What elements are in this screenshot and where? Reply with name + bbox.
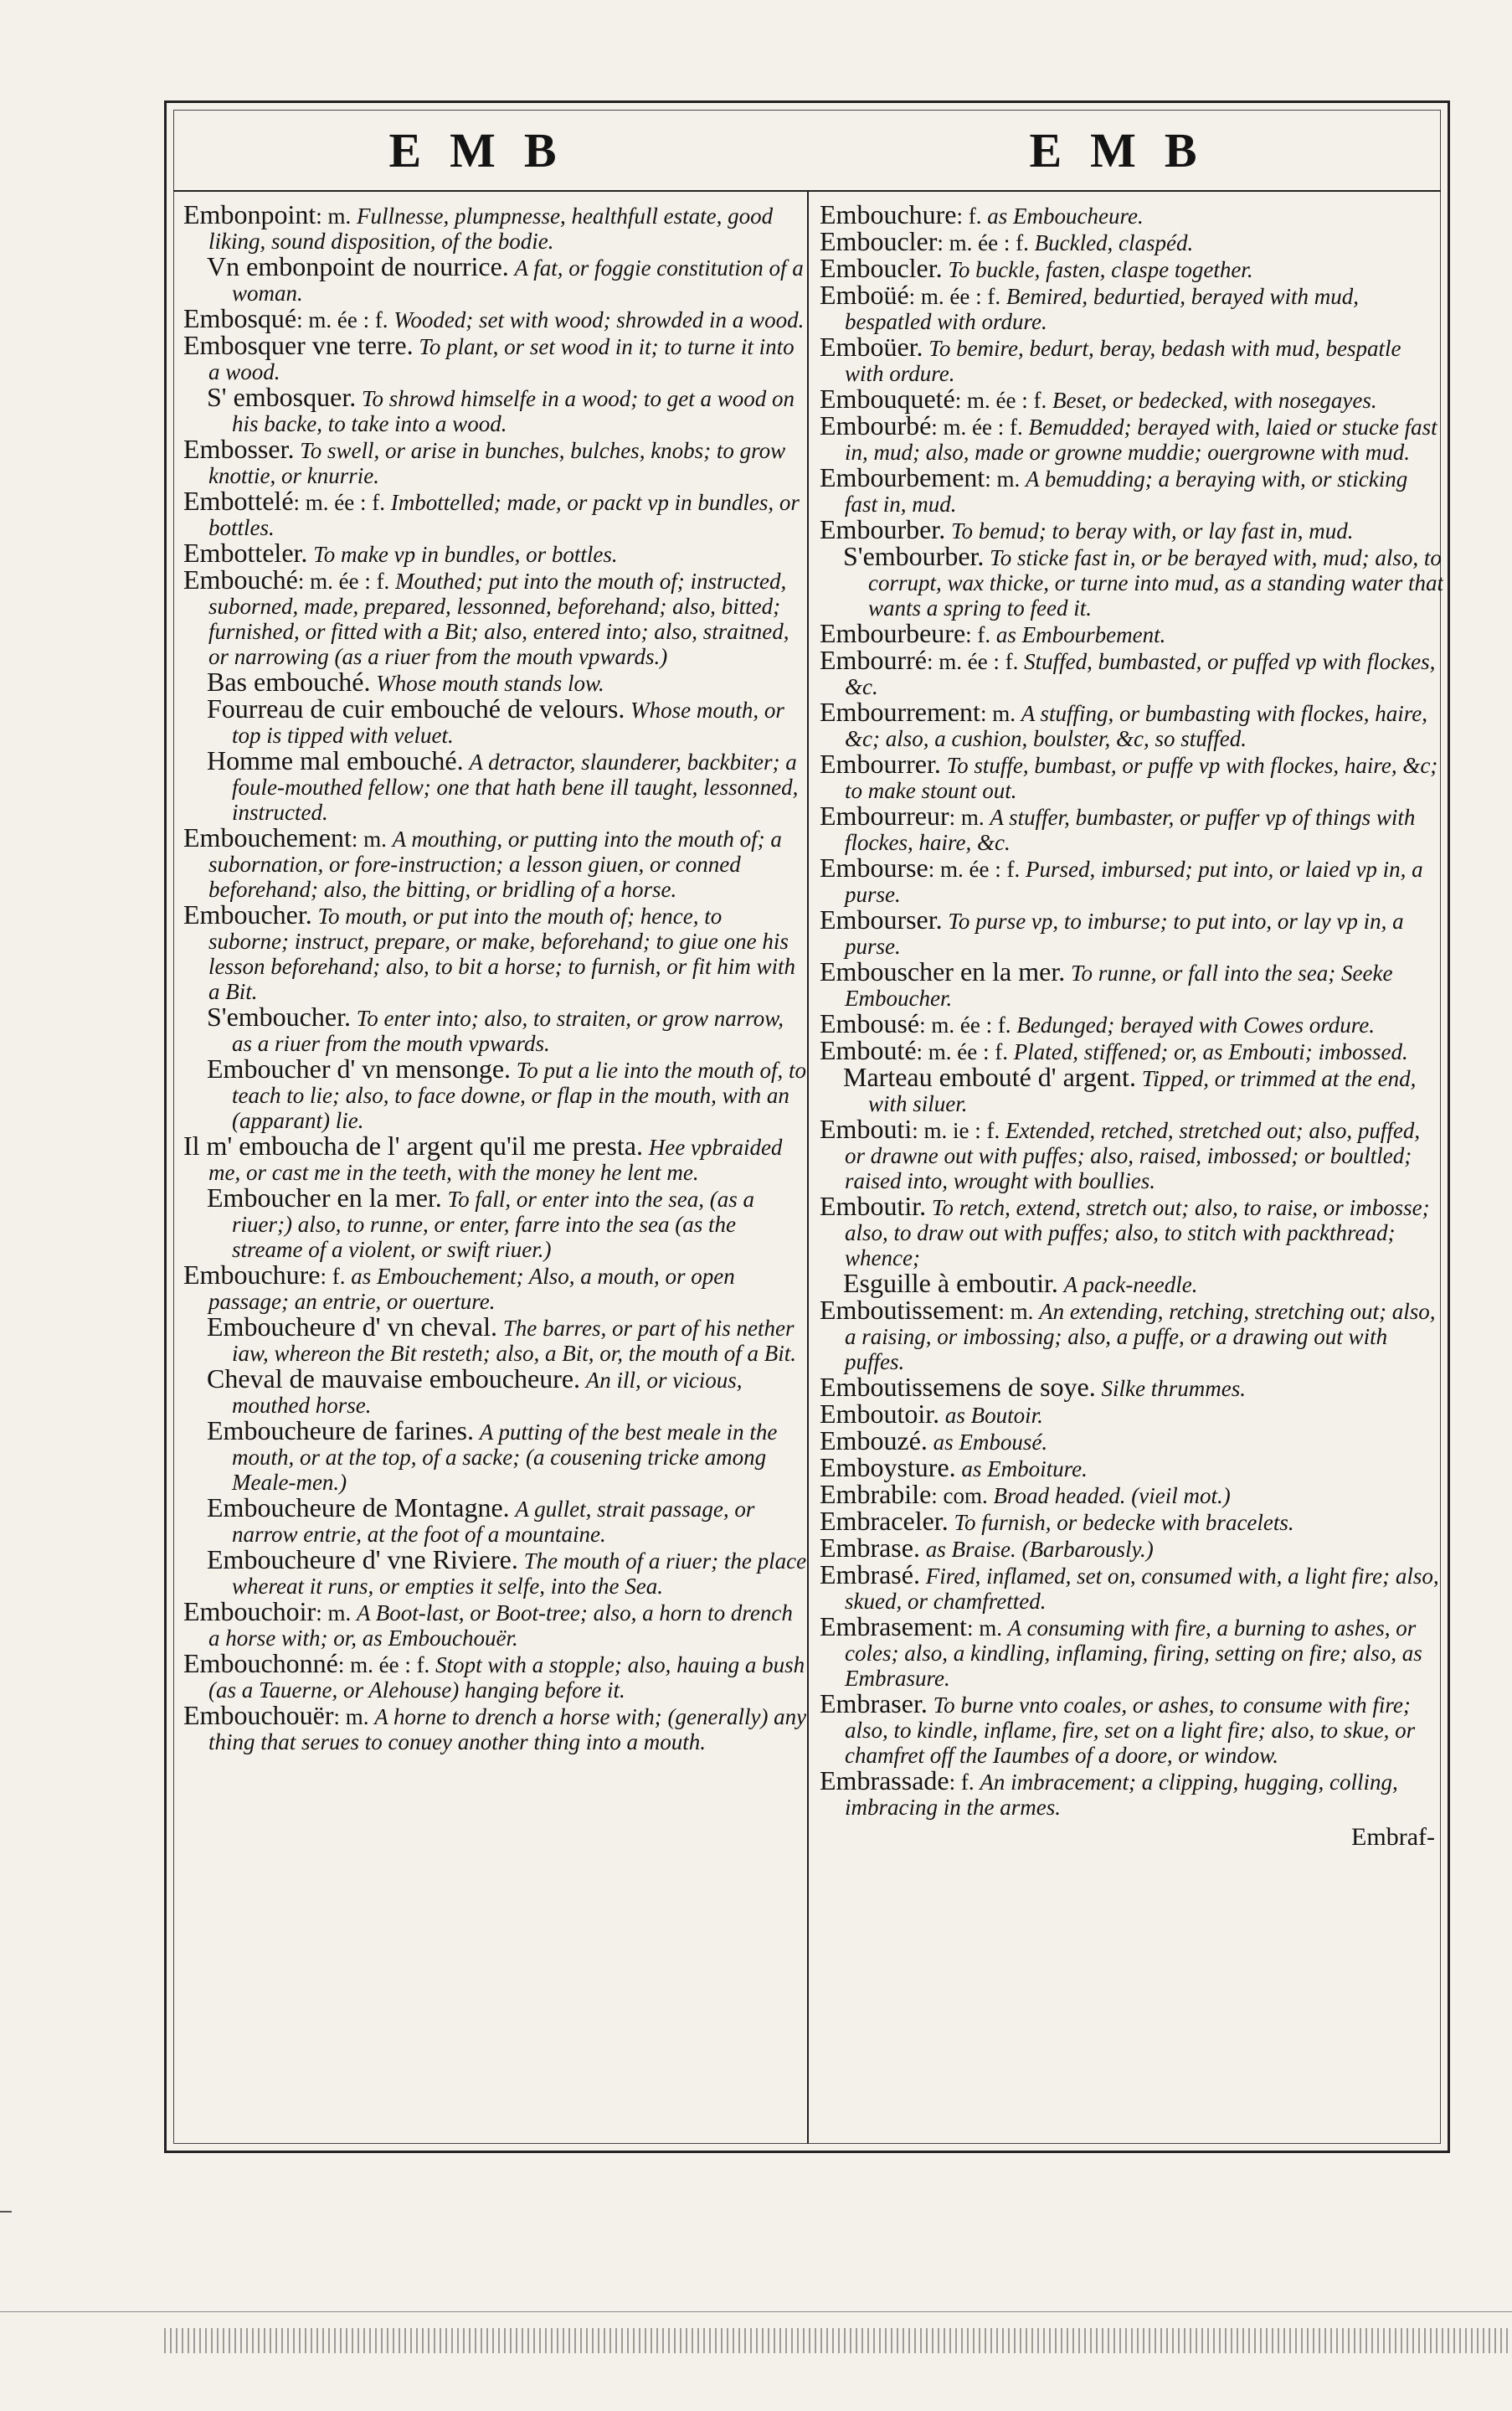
dictionary-entry [183, 899, 807, 1004]
dictionary-entry [820, 904, 1443, 959]
entry-headword: Vn embonpoint de nourrice. [207, 251, 509, 281]
entry-definition: To furnish, or bedecke with bracelets. [954, 1510, 1294, 1535]
entry-definition: To enter into; also, to straiten, or grow narrow, as a riuer from the mouth vpwards. [232, 1006, 784, 1056]
entry-headword: Bas embouché. [207, 667, 371, 697]
entry-definition: Whose mouth stands low. [376, 671, 604, 696]
dictionary-entry [183, 436, 807, 488]
dictionary-entry [820, 855, 1443, 907]
entry-grammar: : f. [949, 1770, 975, 1795]
entry-headword: Embouzé. [820, 1425, 928, 1455]
entry-headword: Embonpoint [183, 202, 316, 229]
dictionary-entry [183, 1415, 807, 1495]
entry-definition: An imbracement; a clipping, hugging, colling, imbracing in the armes. [845, 1770, 1398, 1820]
dictionary-entry [820, 956, 1443, 1011]
entry-definition: To put a lie into the mouth of, to teach to lie; also, to face downe, or flap in the mouth, with an (apparant) lie. [232, 1058, 807, 1133]
dictionary-entry [820, 1508, 1443, 1535]
dictionary-entry [820, 1688, 1443, 1768]
entry-headword: Il m' emboucha de l' argent qu'il me presta. [183, 1131, 643, 1161]
entry-headword: Embouti [820, 1114, 913, 1144]
entry-definition: Bemudded; berayed with, laied or stucke fast in, mud; also, made or growne muddie; ouergrowne with mud. [845, 415, 1437, 465]
entry-definition: A Boot-last, or Boot-tree; also, a horn to drench a horse with; or, as Embouchouër. [208, 1600, 793, 1651]
entry-headword: Embourbeure [820, 618, 966, 648]
entry-definition: Extended, retched, stretched out; also, puffed, or drawne out with puffes; also, raised, imbossed; or boultled; raised into, wrought with boullies. [845, 1118, 1421, 1193]
running-head-left: EMB [388, 122, 585, 178]
entry-definition: Silke thrummes. [1101, 1376, 1246, 1401]
dictionary-entry [183, 1648, 807, 1703]
entry-definition: To swell, or arise in bunches, bulches, knobs; to grow knottie, or knurrie. [208, 438, 786, 488]
entry-headword: Embrassade [820, 1765, 949, 1795]
entry-headword: Emboucheure d' vn cheval. [207, 1311, 497, 1342]
entry-grammar: : m. ée : f. [297, 569, 390, 594]
entry-headword: Embourrement [820, 697, 980, 727]
entry-definition: as Embousé. [933, 1430, 1048, 1455]
dictionary-entry [820, 1116, 1443, 1193]
entry-definition: Stopt with a stopple; also, hauing a bush (as a Tauerne, or Alehouse) hanging before it. [208, 1652, 805, 1703]
entry-definition: Whose mouth, or top is tipped with veluet. [232, 698, 784, 748]
entry-headword: Embrase. [820, 1533, 920, 1563]
entry-headword: Embrasé. [820, 1559, 920, 1589]
entry-grammar: : m. [980, 701, 1016, 726]
dictionary-entry [183, 384, 807, 436]
scan-mark [0, 2211, 12, 2213]
entry-definition: as Braise. (Barbarously.) [925, 1537, 1154, 1562]
entry-headword: Homme mal embouché. [207, 745, 464, 775]
dictionary-entry [820, 410, 1443, 465]
entry-grammar: : m. [985, 466, 1021, 492]
entry-headword: Embrasement [820, 1611, 967, 1641]
entry-headword: Embourbé [820, 410, 932, 440]
entry-grammar: : m. ée : f. [296, 307, 388, 332]
entry-grammar: : m. ée : f. [293, 490, 385, 515]
dictionary-entry [183, 488, 807, 540]
entry-definition: To retch, extend, stretch out; also, to raise, or imbosse; also, to draw out with puffes; also, to stitch with packthread; whence; [845, 1195, 1430, 1270]
entry-headword: Emboutoir. [820, 1399, 940, 1429]
entry-headword: Emboysture. [820, 1452, 956, 1482]
entry-definition: A putting of the best meale in the mouth, or at the top, of a sacke; (a cousening tricke among Meale-men.) [232, 1419, 778, 1495]
entry-definition: To mouth, or put into the mouth of; hence, to suborne; instruct, prepare, or make, beforehand; to giue one his lesson beforehand; also, to bit a horse; to furnish, or fit him with a Bit. [208, 904, 796, 1004]
dictionary-entry [183, 1182, 807, 1262]
dictionary-entry [820, 1452, 1443, 1482]
entry-definition: Tipped, or trimmed at the end, with siluer. [868, 1066, 1417, 1116]
entry-headword: Emboucher en la mer. [207, 1182, 442, 1213]
entry-grammar: : m. ée : f. [937, 230, 1029, 255]
entry-headword: Embourbement [820, 462, 985, 492]
dictionary-entry [183, 1133, 807, 1185]
entry-headword: Embotteler. [183, 538, 308, 568]
dictionary-entry [820, 334, 1443, 386]
catchword: Embraf- [1351, 1823, 1435, 1851]
entry-definition: To stuffe, bumbast, or puffe vp with flockes, haire, &c; to make stount out. [845, 753, 1438, 803]
entry-definition: To plant, or set wood in it; to turne it into a wood. [208, 334, 795, 384]
entry-headword: Marteau embouté d' argent. [843, 1062, 1136, 1092]
entry-definition: A stuffing, or bumbasting with flockes, haire, &c; also, a cushion, boulster, &c, so stuffed. [845, 701, 1427, 751]
dictionary-entry [820, 1064, 1443, 1116]
entry-headword: Embrabile [820, 1479, 932, 1509]
entry-grammar: : m. [333, 1704, 369, 1729]
entry-grammar: : f. [320, 1264, 346, 1289]
entry-grammar: : com. [931, 1483, 988, 1508]
entry-headword: Esguille à emboutir. [843, 1268, 1058, 1298]
dictionary-entry [820, 226, 1443, 256]
entry-headword: Embraceler. [820, 1506, 949, 1536]
entry-definition: An extending, retching, stretching out; also, a raising, or imbossing; also, a puffe, or a drawing out with puffes. [845, 1299, 1436, 1374]
dictionary-entry [820, 514, 1443, 544]
entry-definition: A horne to drench a horse with; (generally) any thing that serues to conuey another thing into a mouth. [208, 1704, 807, 1754]
entry-headword: Embosser. [183, 434, 295, 464]
dictionary-entry [820, 1008, 1443, 1038]
dictionary-entry [183, 1492, 807, 1547]
dictionary-entry [820, 803, 1443, 855]
entry-definition: A gullet, strait passage, or narrow entrie, at the foot of a mountaine. [232, 1497, 755, 1547]
page-frame [164, 100, 1450, 2153]
entry-definition: as Boutoir. [944, 1403, 1043, 1428]
entry-definition: Beset, or bedecked, with nosegayes. [1052, 388, 1377, 413]
entry-grammar: : f. [965, 622, 991, 647]
entry-headword: Cheval de mauvaise emboucheure. [207, 1363, 581, 1394]
entry-definition: as Emboucheure. [987, 203, 1144, 229]
entry-definition: Fullnesse, plumpnesse, healthfull estate, good liking, sound disposition, of the bodie. [208, 203, 774, 254]
entry-headword: Emboüer. [820, 332, 923, 362]
entry-definition: A bemudding; a beraying with, or sticking fast in, mud. [845, 466, 1408, 517]
dictionary-entry [820, 1765, 1443, 1820]
dictionary-entry [183, 745, 807, 825]
entry-definition: To bemud; to beray with, or lay fast in, mud. [950, 518, 1354, 544]
entry-headword: Emboucher d' vn mensonge. [207, 1054, 512, 1084]
dictionary-entry [183, 303, 807, 333]
entry-headword: Embraser. [820, 1688, 928, 1718]
entry-definition: Pursed, imbursed; put into, or laied vp in, a purse. [845, 857, 1423, 907]
entry-headword: Embouté [820, 1035, 917, 1065]
entry-definition: Mouthed; put into the mouth of; instructed, suborned, made, prepared, lessonned, beforehand; also, bitted; furnished, or fitted with a Bit; also, entered into; also, straitned, or narrowing (as a riuer from the mouth vpwards.) [208, 569, 789, 669]
entry-headword: Emboucheure d' vne Riviere. [207, 1544, 518, 1574]
left-column [183, 202, 807, 2134]
entry-definition: A pack-needle. [1063, 1272, 1198, 1297]
entry-headword: Embourreur [820, 801, 949, 831]
entry-headword: Fourreau de cuir embouché de velours. [207, 693, 625, 724]
dictionary-entry [820, 1401, 1443, 1428]
entry-grammar: : f. [956, 203, 982, 229]
entry-definition: To runne, or fall into the sea; Seeke Emboucher. [845, 961, 1393, 1011]
entry-definition: A mouthing, or putting into the mouth of; a subornation, or fore-instruction; a lesson giuen, or conned beforehand; also, the bitting, or bridling of a horse. [208, 827, 782, 902]
entry-definition: Broad headed. (vieil mot.) [993, 1483, 1231, 1508]
entry-grammar: : m. ée : f. [931, 415, 1023, 440]
entry-definition: A fat, or foggie constitution of a woman. [232, 255, 804, 306]
dictionary-entry [183, 669, 807, 696]
entry-definition: as Embourbement. [995, 622, 1166, 647]
dictionary-entry [183, 1262, 807, 1314]
dictionary-entry [820, 462, 1443, 517]
entry-headword: Emboutissement [820, 1295, 999, 1325]
entry-headword: Embourber. [820, 514, 946, 544]
entry-definition: To burne vnto coales, or ashes, to consume with fire; also, to kindle, inflame, fire, set on a light fire; also, to skue, or chamfret off the Iaumbes of a doore, or window. [845, 1692, 1416, 1768]
entry-grammar: : m. [351, 827, 387, 852]
dictionary-entry [820, 386, 1443, 413]
entry-definition: Bedunged; berayed with Cowes ordure. [1016, 1012, 1375, 1038]
entry-headword: Emboucheure de farines. [207, 1415, 474, 1445]
entry-grammar: : m. ée : f. [908, 284, 1001, 309]
dictionary-entry [820, 1425, 1443, 1455]
entry-headword: S' embosquer. [207, 382, 357, 412]
entry-definition: To sticke fast in, or be berayed with, mud; also, to corrupt, wax thicke, or turne into mud, as a standing water that wants a spring to feed it. [868, 545, 1443, 621]
entry-definition: Imbottelled; made, or packt vp in bundles, or bottles. [208, 490, 800, 540]
dictionary-entry [183, 1544, 807, 1599]
dictionary-entry [183, 1700, 807, 1754]
dictionary-entry [820, 1193, 1443, 1270]
entry-headword: Embousé [820, 1008, 920, 1038]
entry-headword: Embourse [820, 853, 928, 883]
dictionary-entry [820, 647, 1443, 699]
dictionary-entry [820, 699, 1443, 751]
entry-headword: Embouchure [820, 202, 957, 229]
entry-definition: A consuming with fire, a burning to ashes, or coles; also, a kindling, inflaming, firing, setting on fire; also, as Embrasure. [845, 1615, 1422, 1691]
dictionary-entry [183, 1004, 807, 1056]
entry-headword: Embottelé [183, 486, 294, 516]
dictionary-entry [820, 541, 1443, 621]
entry-definition: A detractor, slaunderer, backbiter; a foule-mouthed fellow; one that hath bene ill taught, lessonned, instructed. [232, 750, 799, 825]
column-divider [807, 190, 809, 2144]
entry-headword: S'embourber. [843, 541, 985, 571]
entry-headword: Embourré [820, 645, 927, 675]
entry-definition: To bemire, bedurt, beray, bedash with mud, bespatle with ordure. [845, 336, 1401, 386]
entry-grammar: : m. ée : f. [919, 1012, 1011, 1038]
entry-headword: Embouscher en la mer. [820, 956, 1066, 987]
dictionary-entry [820, 1270, 1443, 1297]
entry-headword: Embouchement [183, 822, 352, 853]
entry-headword: Emboutissemens de soye. [820, 1372, 1096, 1402]
entry-definition: as Embouchement; Also, a mouth, or open passage; an entrie, or ouerture. [208, 1264, 735, 1314]
dictionary-entry [820, 1297, 1443, 1374]
running-head-right: EMB [1029, 122, 1226, 178]
entry-definition: The mouth of a riuer; the place whereat it runs, or empties it selfe, into the Sea. [232, 1548, 807, 1599]
entry-definition: Hee vpbraided me, or cast me in the teeth, with the money he lent me. [208, 1135, 783, 1185]
dictionary-entry [183, 332, 807, 384]
entry-grammar: : m. ée : f. [928, 857, 1021, 882]
dictionary-entry [820, 618, 1443, 648]
right-column [820, 202, 1443, 2134]
entry-headword: Emboucheure de Montagne. [207, 1492, 510, 1522]
entry-definition: Bemired, bedurtied, berayed with mud, bespatled with ordure. [845, 284, 1360, 334]
entry-definition: Buckled, claspéd. [1034, 230, 1194, 255]
entry-definition: Wooded; set with wood; shrowded in a wood. [393, 307, 805, 332]
entry-headword: Embouqueté [820, 384, 955, 414]
entry-headword: Embouchure [183, 1260, 321, 1290]
dictionary-entry [183, 1056, 807, 1133]
entry-grammar: : m. ée : f. [926, 649, 1019, 674]
scan-edge-bars [164, 2328, 1512, 2353]
entry-definition: To purse vp, to imburse; to put into, or lay vp in, a purse. [845, 909, 1404, 959]
dictionary-entry [183, 693, 807, 748]
entry-definition: To make vp in bundles, or bottles. [313, 542, 618, 567]
entry-headword: Embouché [183, 564, 298, 595]
entry-headword: Embosqué [183, 303, 297, 333]
entry-headword: Embouchoir [183, 1596, 316, 1626]
dictionary-entry [183, 202, 807, 254]
dictionary-entry [183, 1311, 807, 1366]
entry-definition: Stuffed, bumbasted, or puffed vp with flockes, &c. [845, 649, 1436, 699]
entry-definition: An ill, or vicious, mouthed horse. [232, 1368, 743, 1418]
entry-headword: Emboucher. [183, 899, 312, 930]
entry-grammar: : m. [316, 203, 352, 229]
dictionary-entry [820, 1559, 1443, 1614]
entry-headword: Embouchonné [183, 1648, 338, 1678]
entry-headword: Emboutir. [820, 1191, 927, 1221]
entry-definition: as Emboiture. [961, 1456, 1088, 1481]
entry-grammar: : m. ée : f. [954, 388, 1047, 413]
entry-definition: To shrowd himselfe in a wood; to get a wood on his backe, to take into a wood. [232, 386, 795, 436]
entry-headword: Embosquer vne terre. [183, 330, 414, 360]
entry-definition: Fired, inflamed, set on, consumed with, a light fire; also, skued, or chamfretted. [845, 1564, 1439, 1614]
entry-headword: Embourser. [820, 904, 943, 935]
dictionary-entry [183, 1363, 807, 1418]
entry-definition: Plated, stiffened; or, as Embouti; imbossed. [1013, 1039, 1408, 1064]
entry-grammar: : m. [949, 805, 985, 830]
entry-definition: To buckle, fasten, claspe together. [948, 257, 1253, 282]
dictionary-entry [820, 1535, 1443, 1562]
entry-grammar: : m. ie : f. [912, 1118, 1000, 1143]
entry-grammar: : m. ée : f. [916, 1039, 1008, 1064]
entry-headword: Emboüé [820, 280, 909, 310]
entry-headword: Embouchouër [183, 1700, 334, 1730]
dictionary-entry [183, 540, 807, 567]
entry-definition: The barres, or part of his nether iaw, whereon the Bit resteth; also, a Bit, or, the mouth of a Bit. [232, 1316, 796, 1366]
dictionary-entry [820, 1035, 1443, 1065]
dictionary-entry [183, 564, 807, 669]
dictionary-entry [820, 1611, 1443, 1691]
entry-headword: Emboucler. [820, 253, 943, 283]
entry-grammar: : m. [316, 1600, 352, 1625]
dictionary-entry [820, 282, 1443, 334]
entry-grammar: : m. [998, 1299, 1034, 1324]
entry-grammar: : m. [966, 1615, 1002, 1641]
entry-definition: A stuffer, bumbaster, or puffer vp of things with flockes, haire, &c. [845, 805, 1416, 855]
entry-headword: Emboucler [820, 226, 938, 256]
dictionary-entry [183, 251, 807, 306]
dictionary-entry [820, 202, 1443, 229]
dictionary-entry [820, 1374, 1443, 1401]
dictionary-entry [820, 751, 1443, 803]
dictionary-entry [183, 1596, 807, 1651]
entry-headword: S'emboucher. [207, 1002, 351, 1032]
scan-edge-line [0, 2311, 1512, 2312]
entry-grammar: : m. ée : f. [337, 1652, 430, 1677]
dictionary-entry [183, 822, 807, 902]
entry-headword: Embourrer. [820, 749, 941, 779]
dictionary-entry [820, 1481, 1443, 1508]
dictionary-entry [820, 255, 1443, 282]
entry-definition: To fall, or enter into the sea, (as a riuer;) also, to runne, or enter, farre into the sea (as the streame of a violent, or swift riuer.) [232, 1187, 755, 1262]
